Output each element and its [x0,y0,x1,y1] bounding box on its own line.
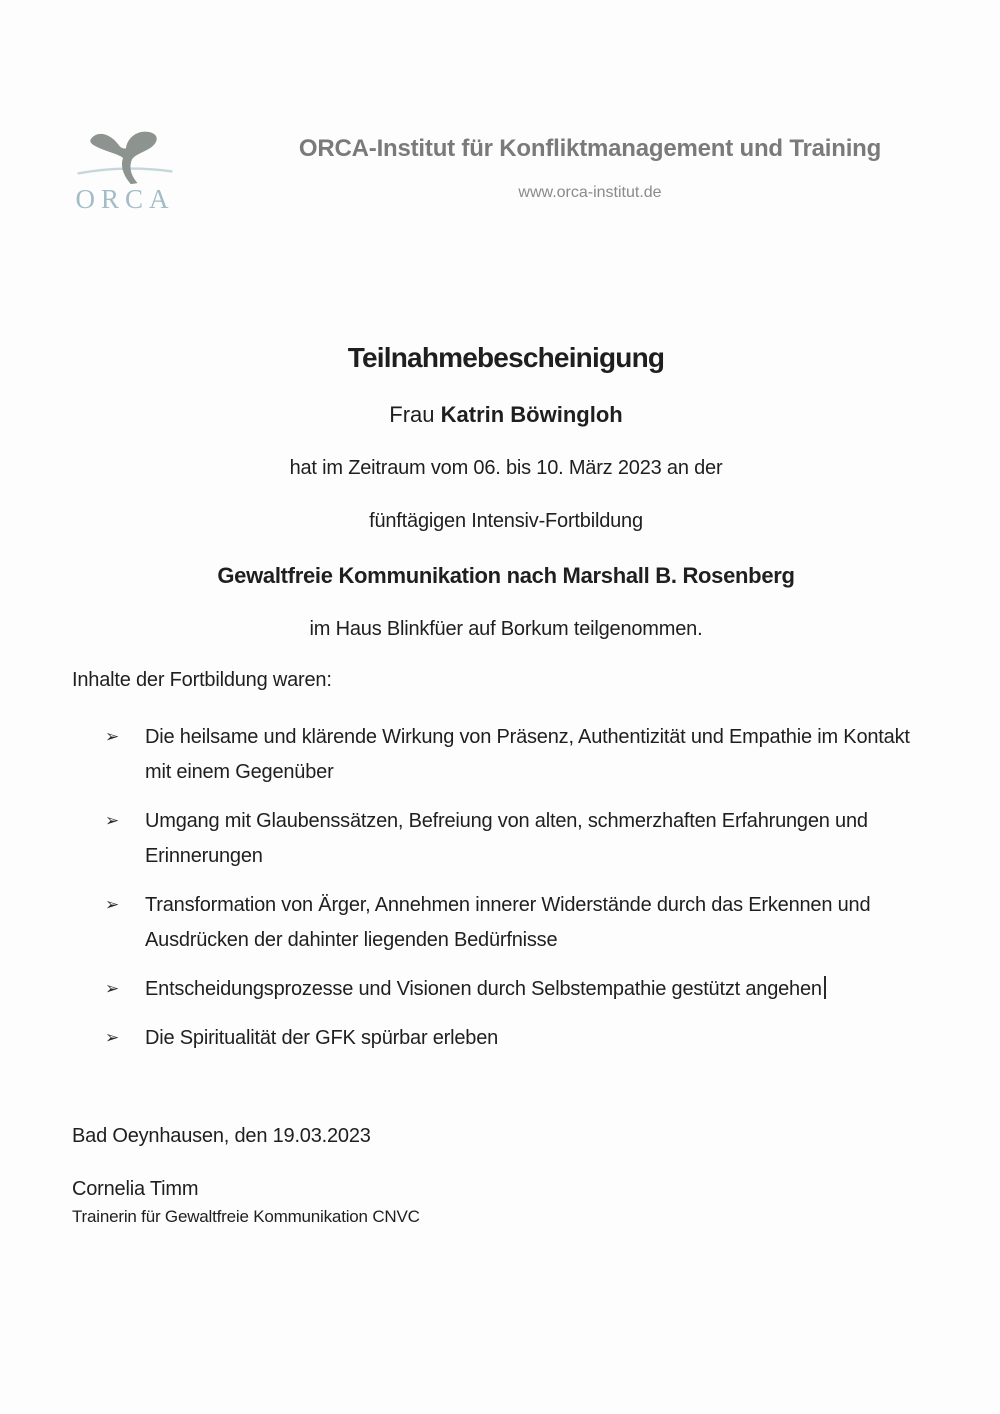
org-title: ORCA-Institut für Konfliktmanagement und Training [298,135,882,162]
arrow-bullet-icon: ➢ [105,1028,120,1048]
content-item-text: Entscheidungsprozesse und Visionen durch Selbstempathie gestützt angehen [145,972,940,1007]
content-item-text: Die heilsame und klärende Wirkung von Präsenz, Authentizität und Empathie im Kontakt mit einem Gegenüber [145,726,910,783]
signer-title: Trainerin für Gewaltfreie Kommunikation CNVC [72,1207,420,1226]
course-type-line: fünftägigen Intensiv-Fortbildung [369,510,643,532]
text-cursor [824,976,826,999]
course-title: Gewaltfreie Kommunikation nach Marshall B. Rosenberg [217,563,795,588]
location-line: im Haus Blinkfüer auf Borkum teilgenommen. [309,618,703,640]
header-text [175,128,950,202]
content-item-text: Die Spiritualität der GFK spürbar erleben [145,1027,499,1049]
recipient-line [72,401,940,428]
orca-whale-tail-icon [75,128,175,186]
contents-intro: Inhalte der Fortbildung waren: [72,669,332,691]
arrow-bullet-icon: ➢ [105,727,120,747]
arrow-bullet-icon: ➢ [105,811,120,831]
orca-logo [75,128,175,215]
content-item [72,972,940,1007]
certificate-body [0,341,1000,1056]
org-website: www.orca-institut.de [518,184,662,201]
period-line: hat im Zeitraum vom 06. bis 10. März 2023 an der [289,457,723,479]
arrow-bullet-icon: ➢ [105,895,120,915]
orca-wordmark: ORCA [75,184,175,214]
recipient-name: Katrin Böwingloh [440,402,623,427]
certificate-heading: Teilnahmebescheinigung [347,342,665,373]
place-date: Bad Oeynhausen, den 19.03.2023 [72,1125,371,1147]
arrow-bullet-icon: ➢ [105,979,120,999]
contents-list [72,720,940,1056]
content-item [72,720,940,790]
content-item [72,888,940,958]
content-item [72,804,940,874]
content-item-text: Transformation von Ärger, Annehmen innerer Widerstände durch das Erkennen und Ausdrücken der dahinter liegenden Bedürfnisse [145,894,871,951]
document-header [0,0,1000,215]
content-item [72,1021,940,1056]
content-item-text: Umgang mit Glaubenssätzen, Befreiung von alten, schmerzhaften Erfahrungen und Erinnerungen [145,810,868,867]
certificate-footer [0,1124,1000,1227]
recipient-prefix: Frau [389,402,441,427]
signer-name: Cornelia Timm [72,1178,199,1200]
